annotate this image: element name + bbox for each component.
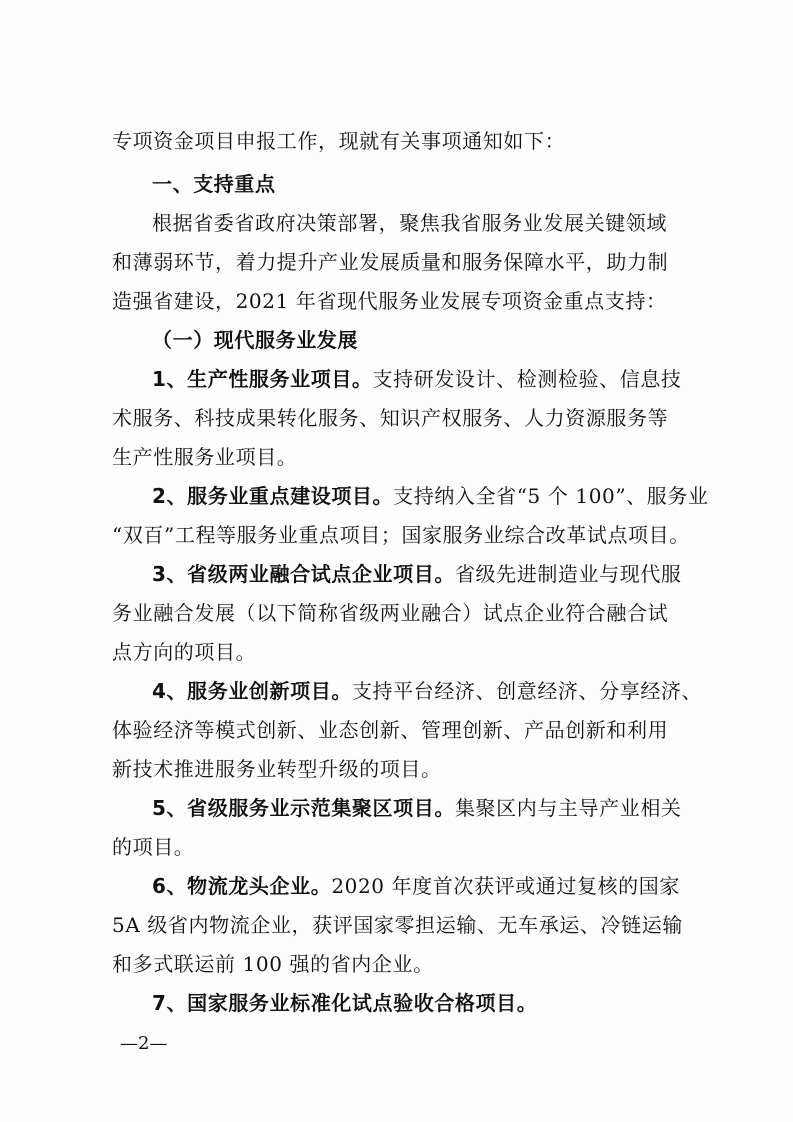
item-text: 支持平台经济、创意经济、分享经济、 (351, 679, 703, 703)
text-line (112, 834, 194, 860)
item-number: 3、 (152, 562, 188, 586)
line-text: 术服务、科技成果转化服务、知识产权服务、人力资源服务等 (112, 406, 669, 430)
item-text: 集聚区内与主导产业相关 (454, 796, 682, 820)
line-text: 体验经济等模式创新、业态创新、管理创新、产品创新和利用 (112, 718, 669, 742)
item-number: 5、 (152, 796, 188, 820)
text-line (112, 405, 668, 431)
item-title: 省级两业融合试点企业项目。 (187, 562, 455, 586)
line-text: 和薄弱环节，着力提升产业发展质量和服务保障水平，助力制 (112, 250, 669, 274)
line-text: 根据省委省政府决策部署，聚焦我省服务业发展关键领域 (152, 211, 667, 235)
text-line (112, 128, 565, 154)
item-title: 服务业重点建设项目。 (187, 484, 394, 508)
text-line (112, 756, 442, 782)
section-heading (152, 171, 276, 197)
text-line (112, 717, 668, 743)
item-number: 2、 (152, 484, 188, 508)
item-title: 物流龙头企业。 (187, 874, 332, 898)
heading-text: 一、支持重点 (152, 172, 276, 196)
line-text: 的项目。 (112, 835, 195, 859)
line-text: 新技术推进服务业转型升级的项目。 (112, 757, 442, 781)
text-line (112, 522, 690, 548)
item-title: 省级服务业示范集聚区项目。 (187, 796, 455, 820)
list-item (152, 366, 682, 392)
text-line (112, 249, 668, 275)
item-text: 2020 年度首次获评或通过复核的国家 (331, 874, 680, 898)
item-title: 国家服务业标准化试点验收合格项目。 (187, 991, 538, 1015)
text-line (112, 444, 297, 470)
text-line (112, 639, 256, 665)
item-title: 服务业创新项目。 (187, 679, 352, 703)
text-line (112, 600, 668, 626)
item-number: 4、 (152, 679, 188, 703)
text-line (152, 210, 667, 236)
line-text: 和多式联运前 100 强的省内企业。 (112, 952, 434, 976)
text-line (112, 288, 667, 314)
item-number: 1、 (152, 367, 188, 391)
line-text: 专项资金项目申报工作，现就有关事项通知如下： (112, 129, 566, 153)
page-number: —2— (120, 1033, 168, 1054)
list-item (152, 873, 680, 899)
list-item (152, 483, 709, 509)
list-item (152, 990, 537, 1016)
line-text: 生产性服务业项目。 (112, 445, 298, 469)
list-item (152, 795, 682, 821)
heading-text: （一）现代服务业发展 (152, 328, 358, 352)
line-text: “双百”工程等服务业重点项目；国家服务业综合改革试点项目。 (112, 523, 690, 547)
item-title: 生产性服务业项目。 (187, 367, 373, 391)
line-text: 务业融合发展（以下简称省级两业融合）试点企业符合融合试 (112, 601, 669, 625)
item-text: 省级先进制造业与现代服 (454, 562, 682, 586)
item-number: 6、 (152, 874, 188, 898)
line-text: 点方向的项目。 (112, 640, 257, 664)
line-text: 造强省建设，2021 年省现代服务业发展专项资金重点支持： (112, 289, 667, 313)
list-item (152, 678, 702, 704)
text-line (112, 951, 434, 977)
subsection-heading (152, 327, 358, 353)
list-item (152, 561, 682, 587)
text-line (112, 912, 683, 938)
line-text: 5A 级省内物流企业，获评国家零担运输、无车承运、冷链运输 (112, 913, 683, 937)
item-number: 7、 (152, 991, 188, 1015)
item-text: 支持纳入全省“5 个 100”、服务业 (393, 484, 709, 508)
item-text: 支持研发设计、检测检验、信息技 (372, 367, 682, 391)
